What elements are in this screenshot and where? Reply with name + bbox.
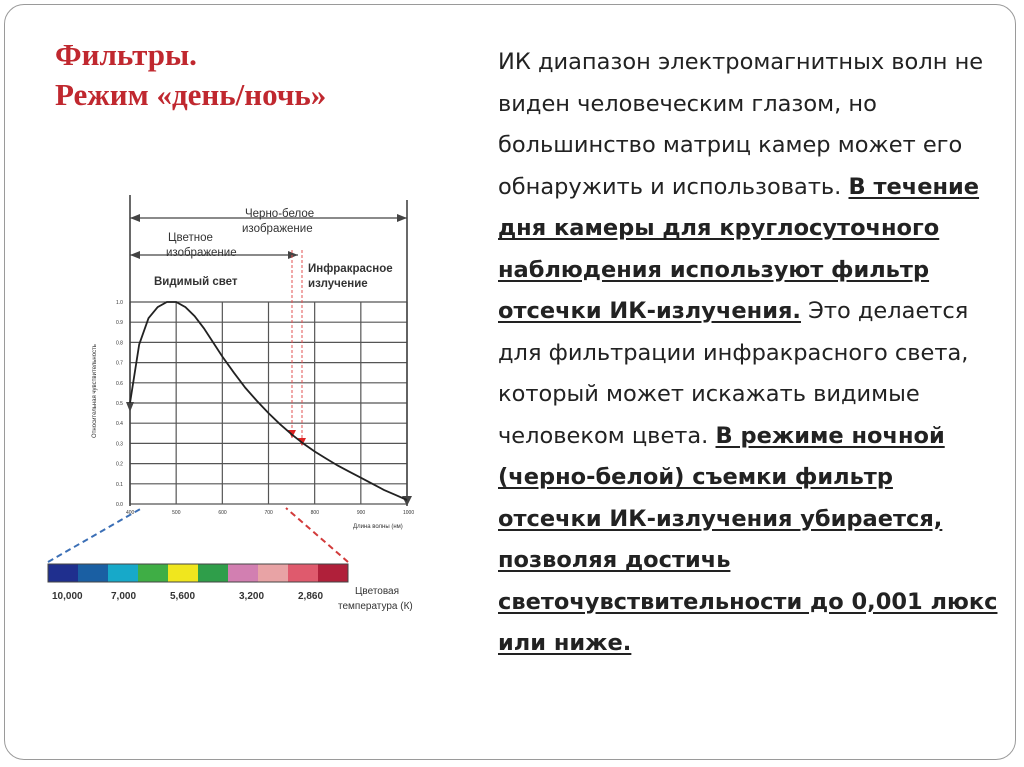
color-scale-segment [108,564,139,582]
color-label-line-1: Цветное [168,232,213,244]
body-day-mode-highlight: В течение дня камеры для круглосуточного наблюдения используют фильтр отсечки ИК-излучения. [498,173,980,324]
body-text [498,42,998,665]
y-tick-label: 0.8 [116,340,123,347]
ir-region-label [308,263,393,290]
spectral-sensitivity-chart [30,190,460,620]
x-tick-label: 700 [264,510,273,516]
color-scale-segment [228,564,259,582]
x-tick-label: 1000 [403,510,415,516]
color-temperature-scale [48,564,349,582]
color-scale-segment [138,564,169,582]
color-temperature-tick: 7,000 [111,591,137,602]
bw-label-line-2: изображение [242,223,313,235]
chart-grid [130,302,407,504]
ct-label-line-1: Цветовая [355,586,400,597]
curve-start-arrowhead [126,402,134,412]
y-axis-label: Относительная чувствительность [92,344,98,438]
title-line-2: Режим «день/ночь» [55,77,327,112]
bw-label-line-1: Черно-белое [245,208,315,220]
color-temperature-tick: 10,000 [52,591,83,602]
zoom-line-right [286,508,348,562]
y-tick-label: 0.5 [116,401,123,407]
title-line-1: Фильтры. [55,37,197,72]
color-scale-segment [48,564,79,582]
color-temperature-tick: 3,200 [239,591,265,602]
visible-light-label: Видимый свет [154,276,238,288]
y-tick-label: 0.3 [116,441,123,448]
y-tick-label: 0.9 [116,320,123,327]
y-tick-label: 1.0 [116,300,123,306]
x-tick-label: 500 [172,510,181,516]
color-temperature-tick: 5,600 [170,591,196,602]
body-paragraph-3: Это делается для фильтрации инфракрасного света, который может искажать видимые человеком цвета. [498,298,969,449]
color-temperature-ticks [52,591,323,602]
x-axis-label: Длина волны (нм) [353,524,403,530]
color-scale-segment [258,564,289,582]
y-tick-label: 0.1 [116,481,123,488]
ct-label-line-2: температура (К) [338,601,413,612]
x-tick-label: 900 [356,510,366,516]
x-tick-label: 400 [126,510,135,516]
bw-arrowhead-left [130,214,140,222]
ir-label-line-1: Инфракрасное [308,263,393,275]
color-temperature-label [338,586,413,612]
color-scale-segment [168,564,199,582]
y-tick-label: 0.6 [116,380,123,387]
bw-region-label [242,208,314,235]
y-tick-label: 0.2 [116,461,123,468]
body-paragraph-1: ИК диапазон электромагнитных волн не виден человеческим глазом, но большинство матриц камер может его обнаружить и использовать. [498,49,984,200]
color-arrowhead-left [130,251,140,259]
slide-title [55,35,326,115]
body-night-mode-highlight: В режиме ночной (черно-белой) съемки фильтр отсечки ИК-излучения убирается, позволяя достичь светочувствительности до 0,001 люкс или ниже. [498,422,998,656]
x-tick-label: 800 [310,510,320,516]
x-tick-label: 600 [218,510,227,516]
spectral-sensitivity-figure [30,190,460,620]
y-tick-label: 0.7 [116,360,123,367]
bw-arrowhead-right [397,214,407,222]
color-arrowhead-right [288,251,298,259]
color-scale-segment [318,564,349,582]
color-scale-segment [78,564,109,582]
ir-label-line-2: излучение [308,278,368,290]
color-scale-segment [198,564,229,582]
color-label-line-2: изображение [166,247,237,259]
zoom-line-left [48,508,142,562]
y-tick-label: 0.4 [116,421,123,428]
y-tick-label: 0.0 [116,502,123,508]
color-temperature-tick: 2,860 [298,591,324,602]
color-scale-segment [288,564,319,582]
color-region-label [166,232,237,259]
